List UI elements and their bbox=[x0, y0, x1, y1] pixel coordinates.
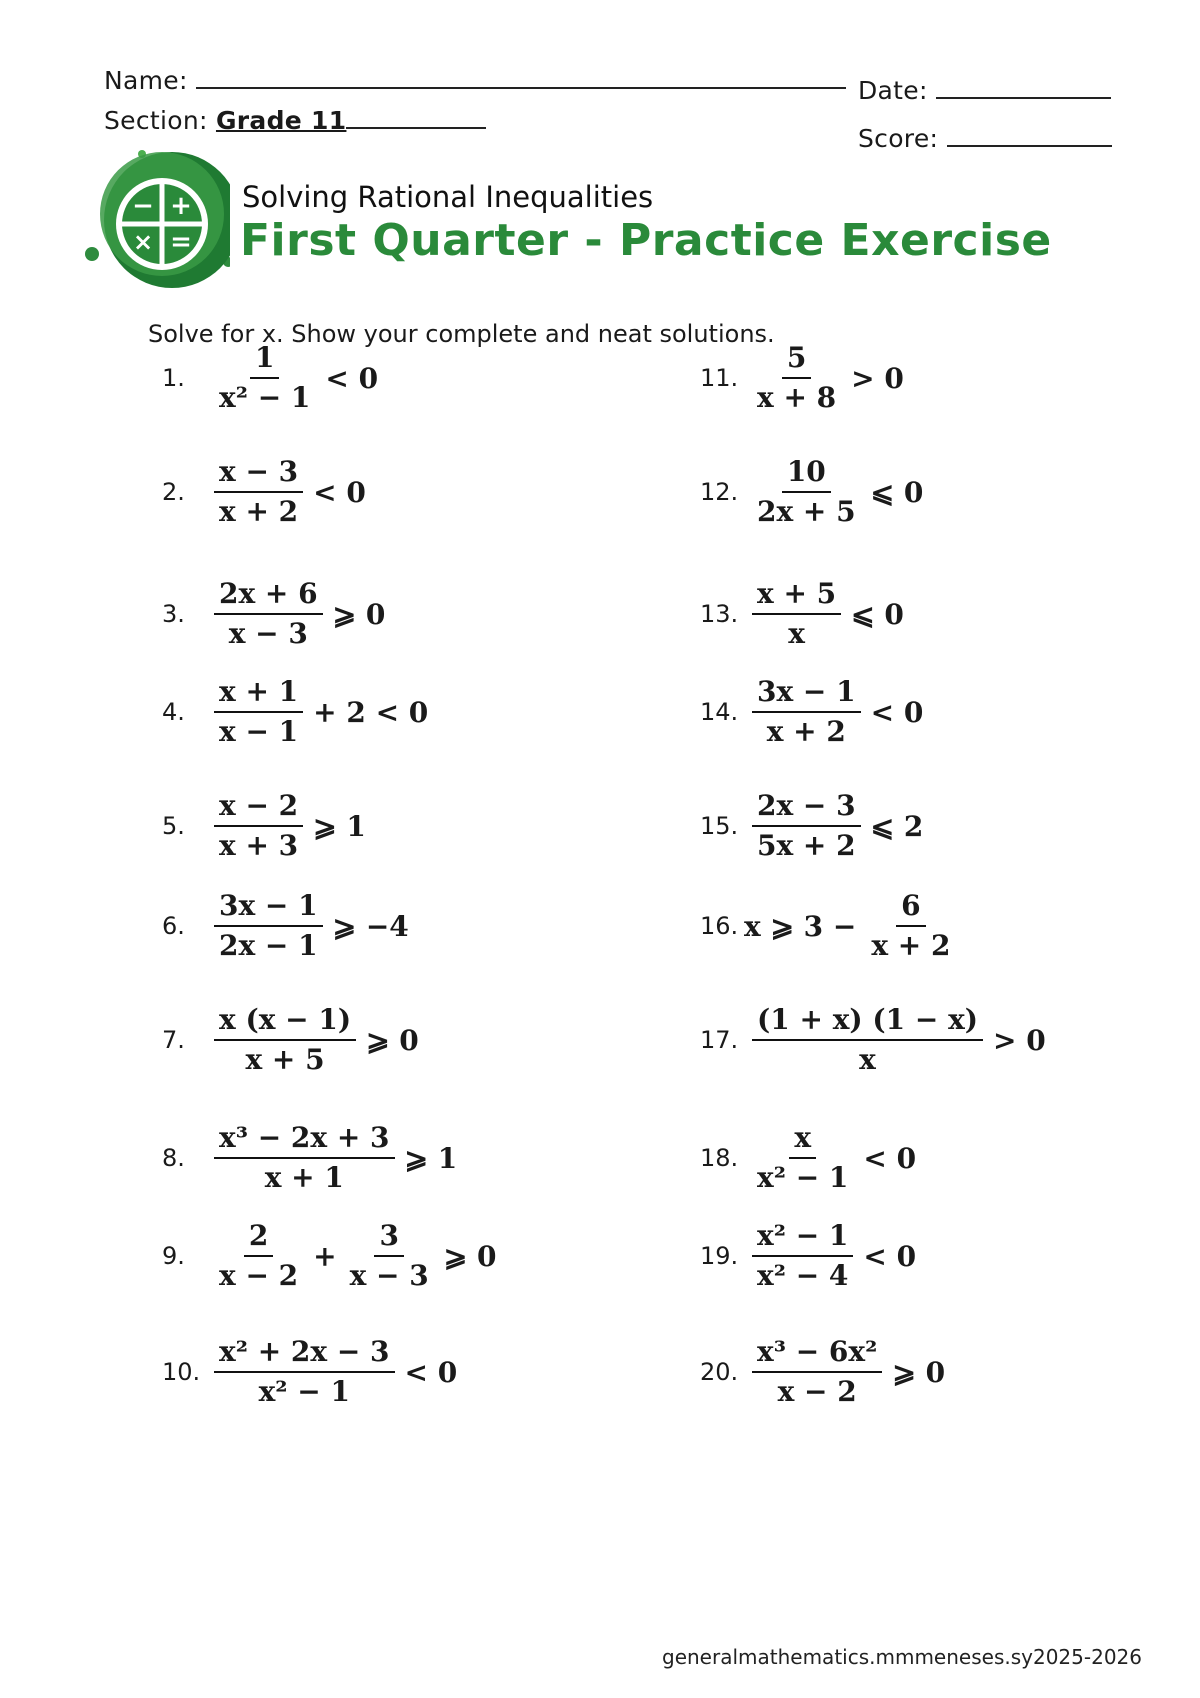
inequality-relation: < 0 bbox=[325, 361, 379, 395]
problem-item bbox=[162, 1334, 458, 1408]
date-field[interactable] bbox=[936, 81, 1111, 99]
problem-expression bbox=[206, 790, 366, 862]
fraction-numerator: 2 bbox=[244, 1220, 273, 1257]
fraction bbox=[214, 676, 303, 748]
fraction-numerator: x² + 2x − 3 bbox=[214, 1336, 395, 1373]
inequality-relation: < 0 bbox=[404, 1355, 458, 1389]
problem-item bbox=[700, 1218, 917, 1292]
problem-expression bbox=[744, 578, 904, 650]
fraction bbox=[214, 578, 323, 650]
problem-expression bbox=[206, 456, 366, 528]
fraction-numerator: x³ − 2x + 3 bbox=[214, 1122, 395, 1159]
fraction-denominator: x + 3 bbox=[219, 829, 299, 862]
inequality-relation: ⩾ 0 bbox=[332, 597, 386, 631]
section-row bbox=[104, 106, 486, 135]
fraction-denominator: x² − 4 bbox=[757, 1259, 849, 1292]
fraction-numerator: 1 bbox=[250, 342, 279, 379]
inequality-relation: > 0 bbox=[993, 1023, 1046, 1057]
problem-number: 19. bbox=[700, 1242, 739, 1270]
operator: + bbox=[313, 1239, 337, 1273]
fraction-denominator: x + 2 bbox=[766, 715, 846, 748]
fraction bbox=[214, 1004, 356, 1076]
fraction bbox=[752, 342, 841, 414]
fraction-numerator: 6 bbox=[896, 890, 925, 927]
problem-item bbox=[700, 888, 963, 962]
svg-text:×: × bbox=[132, 228, 154, 256]
fraction bbox=[752, 676, 861, 748]
problem-number: 7. bbox=[162, 1026, 185, 1054]
fraction-numerator: 2x + 6 bbox=[214, 578, 323, 615]
math-logo-icon bbox=[80, 142, 230, 292]
problem-expression bbox=[206, 1004, 419, 1076]
problem-expression bbox=[206, 1122, 457, 1194]
problem-item bbox=[162, 788, 366, 862]
fraction-numerator: x − 2 bbox=[214, 790, 303, 827]
problem-item bbox=[162, 1002, 419, 1076]
inequality-relation: < 0 bbox=[870, 695, 924, 729]
section-underline bbox=[346, 111, 486, 129]
svg-text:−: − bbox=[132, 191, 154, 221]
score-field[interactable] bbox=[947, 129, 1112, 147]
inequality-relation: < 0 bbox=[863, 1239, 917, 1273]
inequality-relation: ⩽ 0 bbox=[851, 597, 904, 631]
inequality-relation: ⩾ 1 bbox=[313, 809, 366, 843]
problem-number: 6. bbox=[162, 912, 185, 940]
score-label: Score: bbox=[858, 124, 939, 153]
fraction bbox=[345, 1220, 434, 1292]
fraction-denominator: x² − 1 bbox=[757, 1161, 849, 1194]
problem-expression bbox=[206, 578, 385, 650]
problem-item bbox=[162, 340, 379, 414]
fraction bbox=[752, 456, 861, 528]
fraction bbox=[214, 790, 303, 862]
problem-item bbox=[700, 788, 924, 862]
inequality-relation: ⩾ 0 bbox=[366, 1023, 419, 1057]
name-label: Name: bbox=[104, 66, 188, 95]
fraction bbox=[214, 456, 303, 528]
fraction-numerator: 3 bbox=[374, 1220, 403, 1257]
problem-expression bbox=[206, 342, 378, 414]
inequality-relation: ⩾ 1 bbox=[404, 1141, 458, 1175]
problem-item bbox=[700, 576, 904, 650]
section-value: Grade 11 bbox=[215, 106, 347, 135]
fraction bbox=[752, 1004, 983, 1076]
problem-expression bbox=[744, 890, 963, 962]
fraction-denominator: x − 2 bbox=[219, 1259, 299, 1292]
fraction-numerator: x² − 1 bbox=[752, 1220, 853, 1257]
fraction-numerator: 3x − 1 bbox=[752, 676, 861, 713]
fraction bbox=[214, 1336, 395, 1408]
problem-number: 5. bbox=[162, 812, 185, 840]
problem-number: 1. bbox=[162, 364, 185, 392]
fraction-numerator: x bbox=[789, 1122, 816, 1159]
fraction-denominator: 5x + 2 bbox=[757, 829, 856, 862]
problem-expression bbox=[744, 1336, 945, 1408]
problem-item bbox=[162, 1120, 458, 1194]
inequality-relation: < 0 bbox=[313, 475, 366, 509]
fraction-denominator: x + 8 bbox=[757, 381, 837, 414]
fraction-denominator: x − 3 bbox=[349, 1259, 429, 1292]
problem-expression bbox=[744, 456, 923, 528]
problem-item bbox=[162, 1218, 497, 1292]
fraction-denominator: x − 2 bbox=[777, 1375, 857, 1408]
problem-expression bbox=[744, 1122, 916, 1194]
problem-number: 8. bbox=[162, 1144, 185, 1172]
svg-text:=: = bbox=[170, 227, 192, 257]
fraction-numerator: 3x − 1 bbox=[214, 890, 323, 927]
fraction-numerator: (1 + x) (1 − x) bbox=[752, 1004, 983, 1041]
fraction-numerator: x + 1 bbox=[214, 676, 303, 713]
problem-expression bbox=[206, 1336, 457, 1408]
problem-item bbox=[162, 674, 429, 748]
problem-number: 16. bbox=[700, 912, 739, 940]
name-field[interactable] bbox=[196, 71, 846, 89]
fraction-numerator: x + 5 bbox=[752, 578, 841, 615]
problem-expression bbox=[206, 1220, 496, 1292]
fraction bbox=[752, 1122, 853, 1194]
problem-item bbox=[700, 674, 924, 748]
score-row bbox=[858, 124, 1112, 153]
fraction bbox=[752, 790, 861, 862]
fraction-denominator: x + 2 bbox=[871, 929, 951, 962]
problem-item bbox=[700, 340, 904, 414]
inequality-relation: < 0 bbox=[863, 1141, 917, 1175]
inequality-relation: > 0 bbox=[851, 361, 904, 395]
problem-expression bbox=[744, 342, 904, 414]
problem-number: 12. bbox=[700, 478, 739, 506]
footer-credit: generalmathematics.mmmeneses.sy2025-2026 bbox=[662, 1645, 1142, 1669]
problem-number: 9. bbox=[162, 1242, 185, 1270]
problem-number: 3. bbox=[162, 600, 185, 628]
date-row bbox=[858, 76, 1111, 105]
fraction-numerator: 10 bbox=[782, 456, 831, 493]
problem-number: 4. bbox=[162, 698, 185, 726]
problem-expression bbox=[744, 790, 923, 862]
fraction-numerator: 5 bbox=[782, 342, 811, 379]
fraction-denominator: 2x + 5 bbox=[757, 495, 856, 528]
fraction bbox=[866, 890, 955, 962]
problem-item bbox=[700, 1334, 946, 1408]
problem-number: 11. bbox=[700, 364, 739, 392]
inequality-relation: + 2 < 0 bbox=[313, 695, 429, 729]
problem-expression bbox=[206, 890, 409, 962]
inequality-relation: ⩾ 0 bbox=[892, 1355, 946, 1389]
worksheet-subtitle: Solving Rational Inequalities bbox=[242, 180, 654, 214]
fraction-denominator: x bbox=[788, 617, 805, 650]
fraction-denominator: x² − 1 bbox=[258, 1375, 350, 1408]
fraction bbox=[752, 578, 841, 650]
date-label: Date: bbox=[858, 76, 928, 105]
fraction-denominator: x − 3 bbox=[228, 617, 308, 650]
fraction bbox=[214, 1220, 303, 1292]
inequality-relation: ⩾ −4 bbox=[332, 909, 409, 943]
problem-item bbox=[700, 1120, 917, 1194]
svg-text:+: + bbox=[170, 191, 192, 221]
problem-number: 17. bbox=[700, 1026, 739, 1054]
fraction-denominator: x + 5 bbox=[245, 1043, 325, 1076]
fraction bbox=[752, 1220, 853, 1292]
fraction-denominator: x + 1 bbox=[264, 1161, 344, 1194]
problem-number: 14. bbox=[700, 698, 739, 726]
fraction-numerator: x³ − 6x² bbox=[752, 1336, 882, 1373]
fraction-denominator: x² − 1 bbox=[219, 381, 311, 414]
section-label: Section: bbox=[104, 106, 208, 135]
problem-item bbox=[700, 454, 924, 528]
fraction bbox=[214, 342, 315, 414]
problem-item bbox=[700, 1002, 1046, 1076]
fraction-denominator: x − 1 bbox=[219, 715, 299, 748]
problem-expression bbox=[744, 1004, 1046, 1076]
fraction-numerator: x − 3 bbox=[214, 456, 303, 493]
problem-number: 20. bbox=[700, 1358, 739, 1386]
problem-number: 13. bbox=[700, 600, 739, 628]
inequality-relation: ⩽ 2 bbox=[870, 809, 924, 843]
inequality-relation: ⩽ 0 bbox=[870, 475, 924, 509]
problem-expression bbox=[744, 676, 923, 748]
fraction-denominator: x bbox=[859, 1043, 876, 1076]
instructions: Solve for x. Show your complete and neat solutions. bbox=[148, 320, 775, 348]
fraction-denominator: x + 2 bbox=[219, 495, 299, 528]
fraction-denominator: 2x − 1 bbox=[219, 929, 318, 962]
problem-item bbox=[162, 454, 366, 528]
problem-item bbox=[162, 888, 409, 962]
problem-number: 15. bbox=[700, 812, 739, 840]
problem-number: 10. bbox=[162, 1358, 201, 1386]
problem-number: 18. bbox=[700, 1144, 739, 1172]
problem-expression bbox=[744, 1220, 916, 1292]
worksheet-title: First Quarter - Practice Exercise bbox=[240, 215, 1052, 266]
problem-item bbox=[162, 576, 386, 650]
name-row bbox=[104, 66, 846, 95]
problem-expression bbox=[206, 676, 428, 748]
inequality-relation: ⩾ 0 bbox=[443, 1239, 497, 1273]
fraction-numerator: x (x − 1) bbox=[214, 1004, 356, 1041]
fraction bbox=[214, 890, 323, 962]
expression-lead: x ⩾ 3 − bbox=[744, 909, 857, 943]
fraction-numerator: 2x − 3 bbox=[752, 790, 861, 827]
problem-number: 2. bbox=[162, 478, 185, 506]
fraction bbox=[752, 1336, 882, 1408]
fraction bbox=[214, 1122, 395, 1194]
